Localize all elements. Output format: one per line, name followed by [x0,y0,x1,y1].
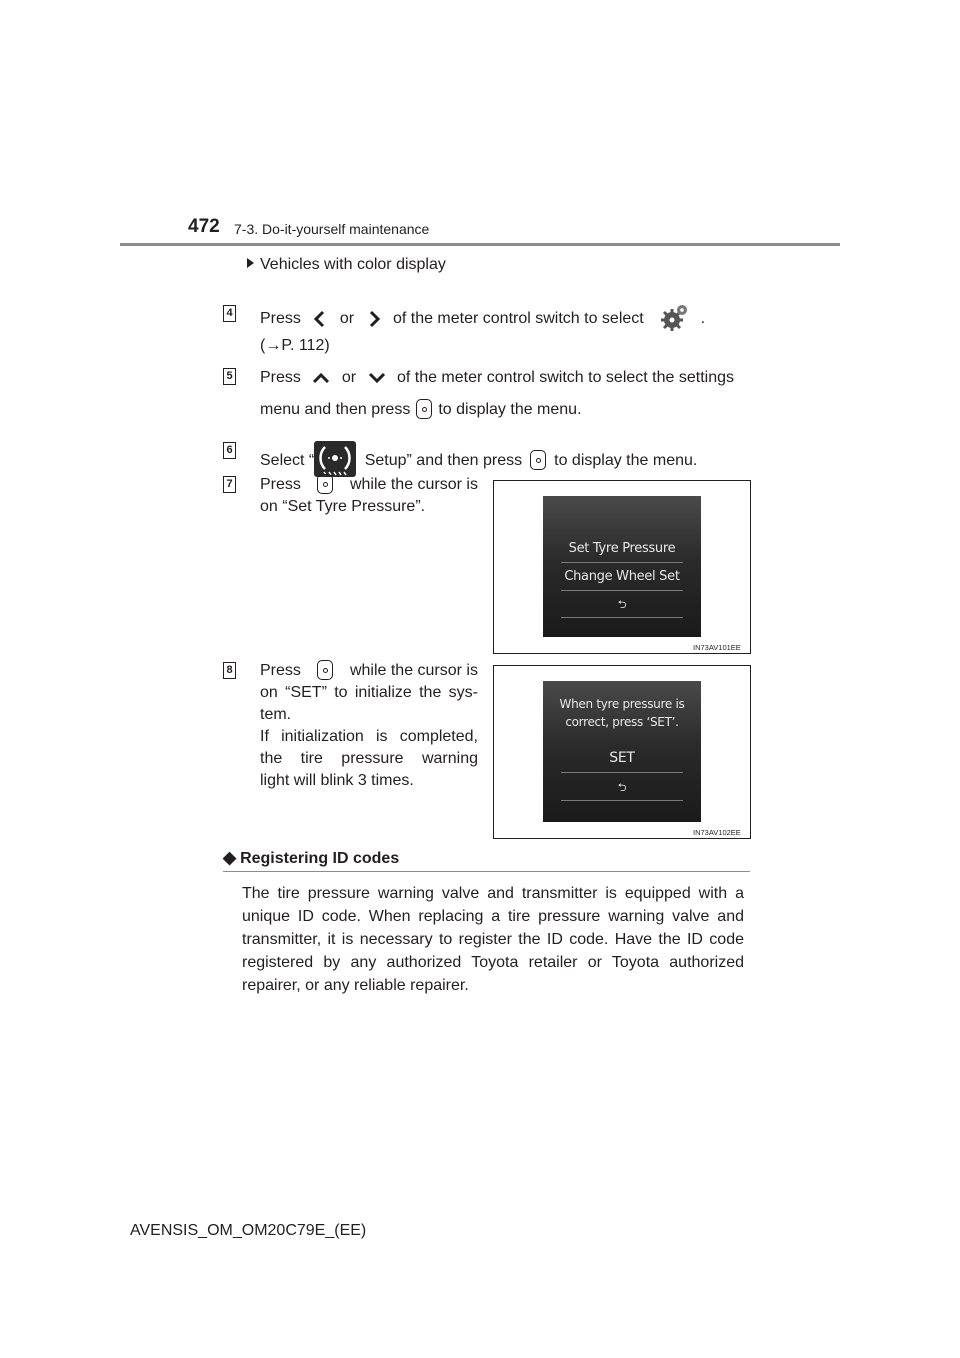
registering-line-1: The tire pressure warning valve and transmitter is equipped with a [242,885,744,902]
step-5-text-b: or [341,369,357,386]
figure-2-id: IN73AV102EE [693,828,741,837]
page-number: 472 [188,216,220,237]
step-5-text-e: to display the menu. [438,401,582,418]
step-6-text-c: to display the menu. [554,452,698,469]
step-4-text-b: or [339,310,355,327]
figure-1 [493,480,751,654]
diamond-bullet-icon: ◆ [223,848,237,867]
step-number-6: 6 [223,442,236,459]
step-8-line-1 [260,660,478,682]
ok-button-icon [530,450,546,470]
step-number-8: 8 [223,662,236,679]
ok-button-icon [317,474,333,494]
up-chevron-icon [311,370,331,386]
step-4-text-d: . [700,310,706,327]
header-rule [120,243,840,246]
subheading [247,256,446,274]
back-arrow-icon: ⮌ [617,781,627,794]
ok-button-icon [317,660,333,680]
registering-line-2: unique ID code. When replacing a tire pressure warning valve and [242,908,744,925]
figure-1-screen [543,496,701,637]
step-7-line-2: on “Set Tyre Pressure”. [260,498,426,515]
step-4-line-2: (→P. 112) [260,337,330,354]
step-number-5: 5 [223,368,236,385]
step-7-text-a: Press [260,476,301,493]
back-arrow-icon: ⮌ [617,598,627,611]
registering-title: Registering ID codes [240,850,400,867]
step-number-7: 7 [223,476,236,493]
figure-2 [493,665,751,839]
menu-divider [561,772,683,773]
step-8-text-a: Press [260,662,301,679]
message-line-1: When tyre pressure is [559,697,685,711]
step-4-line-1 [260,303,705,333]
step-7-line-1 [260,474,478,496]
step-5-text-d: menu and then press [260,401,411,418]
step-7-text [260,474,478,518]
section-title: 7-3. Do-it-yourself maintenance [234,221,430,237]
right-chevron-icon [365,309,383,329]
menu-divider [561,590,683,591]
step-8-text [260,660,478,792]
footer-code: AVENSIS_OM_OM20C79E_(EE) [130,1222,367,1239]
left-chevron-icon [311,309,329,329]
figure-2-screen [543,681,701,822]
settings-gears-icon [660,303,690,333]
registering-heading [223,848,399,868]
menu-divider [561,562,683,563]
registering-line-3: transmitter, it is necessary to register the ID code. Have the ID code [242,931,744,948]
menu-item-set-tyre-pressure: Set Tyre Pressure [568,541,676,556]
triangle-bullet-icon [247,258,254,268]
step-8-line-4: If initialization is completed, [260,728,478,745]
registering-line-4: registered by any authorized Toyota retailer or Toyota authorized [242,954,744,971]
step-number-4: 4 [223,305,236,322]
menu-item-change-wheel-set: Change Wheel Set [564,569,680,584]
step-8-line-6: light will blink 3 times. [260,772,414,789]
step-5-line-2 [260,399,582,421]
tire-pressure-icon [314,441,356,477]
set-option: SET [609,750,635,766]
message-line-2: correct, press ‘SET’. [565,715,679,729]
registering-line-5: repairer, or any reliable repairer. [242,977,469,994]
menu-divider [561,800,683,801]
registering-paragraph [242,882,744,997]
step-5-text-a: Press [260,369,301,386]
step-5-text-c: of the meter control switch to select the settings [396,369,734,386]
step-4-text-c: of the meter control switch to select [392,310,644,327]
subheading-text: Vehicles with color display [260,256,446,273]
step-8-text-b: while the cursor is [349,662,478,679]
step-6-text-a: Select “ [260,452,315,469]
step-8-line-3: tem. [260,706,292,723]
step-5-line-1 [260,367,734,389]
step-8-line-2: on “SET” to initialize the sys- [260,684,478,701]
step-7-text-b: while the cursor is [349,476,478,493]
down-chevron-icon [367,370,387,386]
menu-divider [561,617,683,618]
figure-1-id: IN73AV101EE [693,643,741,652]
step-4-text-a: Press [260,310,301,327]
step-6-line [260,441,697,477]
step-8-line-5: the tire pressure warning [260,750,478,767]
step-6-text-b: Setup” and then press [364,452,523,469]
registering-rule [223,871,750,872]
ok-button-icon [416,399,432,419]
